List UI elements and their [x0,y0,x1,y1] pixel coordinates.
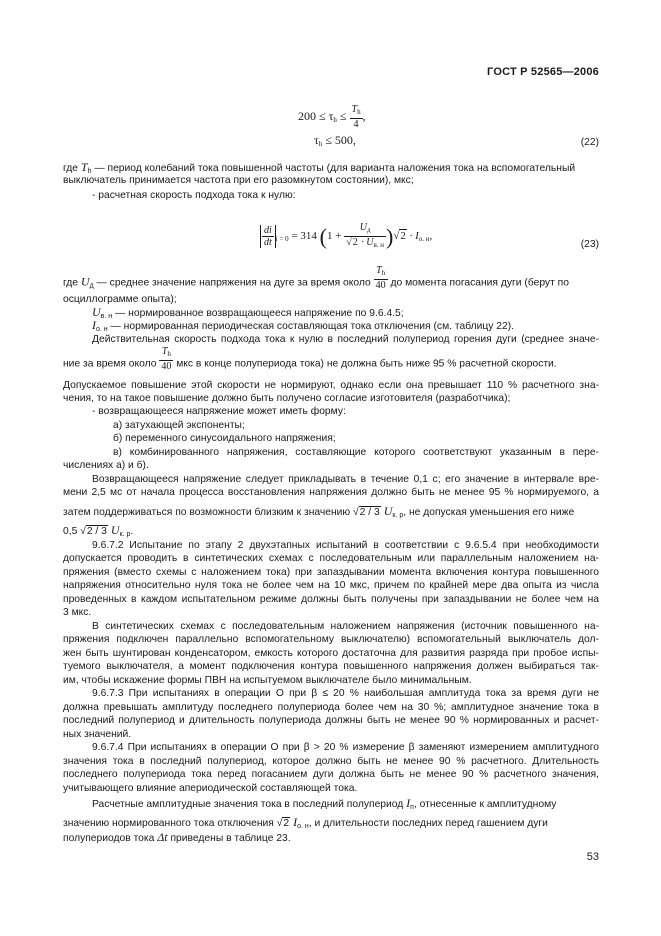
text-line: допускается проводить в синтетических схемах с последовательным или параллельным наложением на- [63,553,599,564]
list-item-a: а) затухающей экспоненты; [113,420,245,431]
text-line: им, чтобы искажение формы ПВН на испытуемом выключателе было минимальным. [63,675,472,686]
text-line: последнего полупериода тока перед погасанием дуги должна быть не менее 90 % расчетного значения, [63,769,599,780]
text-line: В синтетических схемах с последовательным наложением напряжения (источник повышенного на- [92,621,599,632]
text-line: напряжения относительно нуля тока не более чем на 10 мкс, причем по крайней мере два опыта из числа [63,580,599,591]
text-line: осциллограмме опыта); [63,294,177,305]
standard-header: ГОСТ Р 52565—2006 [487,66,599,78]
equation-23: $\frac{di}{dt}$ $_{i = 0}$ = 314 (1 + $\frac{U_д}{√2 \cdot U_{в. н}}$ )$√2 \cdot I_{о. н}$, [260,222,432,251]
text-line-with-root: затем поддерживаться по возможности близким к значению √2 / 3 $U_{к. р}$, не допуская уменьшения его ниже [63,504,575,519]
text-uvn-definition: $U_{в. н}$ — нормированное возвращающееся напряжение по 9.6.4.5; [92,305,404,320]
text-line: 9.6.7.2 Испытание по этапу 2 двухэтапных испытаний в соответствии с 9.6.5.4 при необходимости [92,540,599,551]
text-line: 9.6.7.4 При испытаниях в операции О при β > 20 % измерение β заменяют измерением амплитудного [92,742,599,753]
text-ion-definition: $I_{о. н}$ — нормированная периодическая составляющая тока отключения (см. таблицу 22). [92,318,515,333]
text-line: туемого выключателя, а момент подключения контура повышенного напряжения должен выбираться так- [63,661,599,672]
text-line-with-root: значению нормированного тока отключения √2 $I_{о. н}$, и длительности последних перед гашением дуги [63,815,548,830]
text-line: 3 мкс. [63,607,92,618]
equation-22-line1: $200 \le \tau_h$ ≤ $\frac{T_h}{4}$ , [298,104,366,130]
equation-22-line2: $\tau_h \le 500$, [314,133,356,148]
text-line-with-fraction: ние за время около $\frac{T_h}{40}$ мкс в конце полупериода тока) не должна быть ниже 95 % расчетной скорости. [63,346,557,372]
text-line: Возвращающееся напряжение следует прикладывать в течение 0,1 с; его значение в интервале вре- [92,474,599,485]
text-line: пряжения (вместо схемы с наложением тока) при запаздывании момента включения контура повышенного [63,567,599,578]
text-line: чения, то на такое повышение должно быть получено согласие изготовителя (разработчика); [63,393,511,404]
text-line: учитывающего влияние апериодической составляющей тока. [63,783,358,794]
text-line: - возвращающееся напряжение может иметь форму: [92,406,346,417]
text-line: пряжения подключен параллельно вспомогательному выключателю) вспомогательный выключатель дол- [63,634,599,645]
text-line: Действительная скорость подхода тока к нулю в последний полупериод горения дуги (среднее значе- [92,334,599,345]
paragraph-th-definition-cont: выключатель принимается частота при его разомкнутом состоянии), мкс; [63,175,414,186]
list-item-c: в) комбинированного напряжения, составляющие которого соответствуют указанным в пере- [113,447,599,458]
text-line: должна превышать амплитуду последнего полупериода более чем на 30 %; амплитудное значение тока в [63,702,599,713]
text-line: ных значений. [63,729,132,740]
text-line: проведенных в каждом испытательном режиме должны быть получены при запаздывании не более чем на [63,594,599,605]
equation-23-number: (23) [580,239,599,250]
text-line: числениях а) и б). [63,460,149,471]
text-line: жен быть шунтирован конденсатором, емкость которого достаточна для развития разряда при пробое испы- [63,648,599,659]
text-line-with-root: 0,5 √2 / 3 $U_{к. р}$. [63,523,134,538]
text-line: Допускаемое повышение этой скорости не нормируют, однако если она превышает 110 % расчетного зна- [63,380,599,391]
text-line: последний полупериод и длительность полупериода должны быть не менее 90 % нормированных и расчет- [63,715,599,726]
paragraph-th-definition: где $T_h$ — период колебаний тока повышенной частоты (для варианта наложения тока на вспомогательный [63,160,576,175]
list-item-b: б) переменного синусоидального напряжения; [113,433,336,444]
equation-22-number: (22) [580,137,599,148]
text-ud-definition: где $U_д$ — среднее значение напряжения на дуге за время около $\frac{T_h}{40}$ до момента погасания дуги (берут по [63,265,569,291]
text-line-with-var: полупериодов тока Δt приведены в таблице 23. [63,830,291,844]
text-line: мени 2,5 мс от начала процесса восстановления напряжения должно быть не менее 95 % нормируемого, а [63,487,599,498]
text-line: 9.6.7.3 При испытаниях в операции О при β ≤ 20 % наибольшая амплитуда тока за время дуги не [92,688,599,699]
page-number: 53 [586,851,599,863]
paragraph-current-rate: - расчетная скорость подхода тока к нулю: [92,190,296,201]
text-line: значения тока в последний полупериод, которое должно быть не менее 90 % расчетного. Длительность [63,756,599,767]
text-line-with-var: Расчетные амплитудные значения тока в последний полупериод $I_п$, отнесенные к амплитудному [92,796,557,811]
